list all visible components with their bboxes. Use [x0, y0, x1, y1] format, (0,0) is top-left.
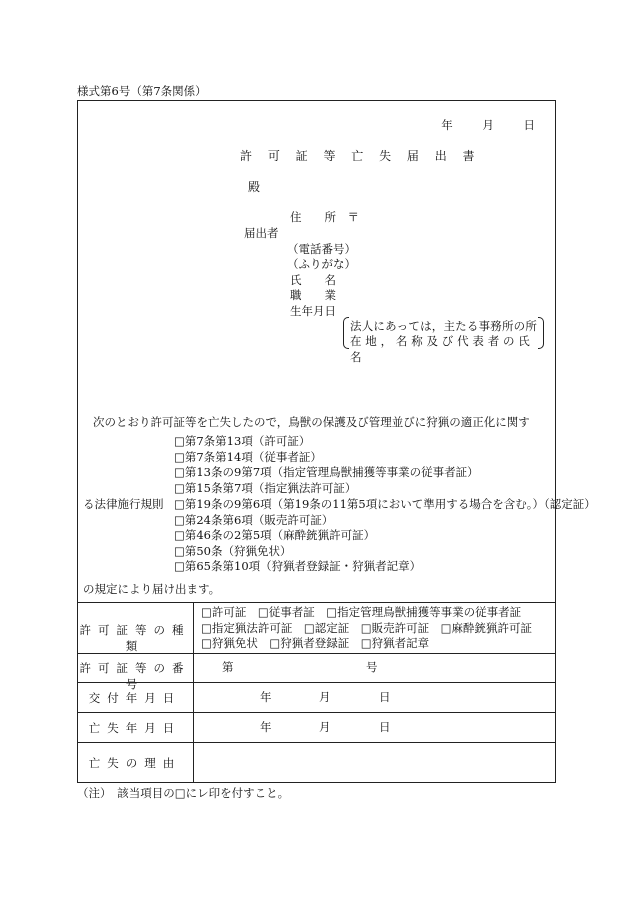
- permit-type-option[interactable]: □許可証 □従事者証 □指定管理鳥獣捕獲等事業の従事者証: [201, 605, 522, 619]
- furigana-field[interactable]: （ふりがな）: [287, 257, 356, 271]
- table-rule: [77, 712, 556, 713]
- date-month: 月: [482, 118, 494, 132]
- permit-number-label: 許可証等の番号: [79, 661, 191, 691]
- table-rule: [77, 653, 556, 654]
- closing-text: の規定により届け出ます。: [83, 582, 221, 596]
- clause-checkbox[interactable]: □第7条第14項（従事者証）: [174, 450, 322, 464]
- clause-checkbox[interactable]: □第50条（狩猟免状）: [174, 544, 292, 558]
- permit-type-label: 許可証等の種類: [79, 623, 191, 653]
- table-rule: [77, 602, 556, 603]
- clause-checkbox[interactable]: □第24条第6項（販売許可証）: [174, 513, 334, 527]
- number-prefix: 第: [222, 660, 234, 674]
- table-rule: [77, 742, 556, 743]
- corporate-note: [343, 317, 544, 364]
- issue-date-label: 交付年月日: [88, 691, 182, 705]
- number-suffix: 号: [366, 660, 378, 674]
- clause-checkbox[interactable]: □第13条の9第7項（指定管理鳥獣捕獲等事業の従事者証）: [174, 465, 479, 479]
- table-rule: [77, 682, 556, 683]
- name-field[interactable]: 氏 名: [290, 273, 336, 287]
- loss-month: 月: [319, 720, 331, 734]
- phone-field[interactable]: （電話番号）: [287, 242, 356, 256]
- clause-checkbox[interactable]: □第19条の9第6項（第19条の11第5項において準用する場合を含む。）（認定証）: [174, 497, 596, 511]
- form-number-label: 様式第6号（第7条関係）: [77, 84, 207, 98]
- intro-text: 次のとおり許可証等を亡失したので，鳥獣の保護及び管理並びに狩猟の適正化に関す: [93, 415, 530, 429]
- loss-date-label: 亡失年月日: [88, 721, 182, 735]
- birthdate-field[interactable]: 生年月日: [290, 304, 336, 318]
- addressee-honorific: 殿: [248, 180, 261, 194]
- occupation-field[interactable]: 職 業: [290, 288, 336, 302]
- loss-year: 年: [260, 720, 272, 734]
- clause-checkbox[interactable]: □第7条第13項（許可証）: [174, 434, 311, 448]
- clause-checkbox[interactable]: □第15条第7項（指定猟法許可証）: [174, 481, 357, 495]
- date-day: 日: [523, 118, 535, 132]
- clause-checkbox[interactable]: □第65条第10項（狩猟者登録証・狩猟者記章）: [174, 559, 422, 573]
- submission-date[interactable]: [441, 118, 535, 132]
- clause-checkbox[interactable]: □第46条の2第5項（麻酔銃猟許可証）: [174, 528, 376, 542]
- loss-day: 日: [379, 720, 391, 734]
- applicant-label: 届出者: [244, 226, 279, 240]
- footnote: （注） 該当項目の□にレ印を付すこと。: [77, 786, 290, 800]
- issue-month: 月: [319, 690, 331, 704]
- table-column-rule: [193, 602, 194, 783]
- form-frame: [77, 100, 596, 783]
- rules-label: る法律施行規則: [83, 497, 164, 511]
- permit-type-option[interactable]: □指定猟法許可証 □認定証 □販売許可証 □麻酔銃猟許可証: [201, 621, 532, 635]
- permit-type-option[interactable]: □狩猟免状 □狩猟者登録証 □狩猟者記章: [201, 636, 430, 650]
- left-bracket: [343, 317, 349, 349]
- issue-year: 年: [260, 690, 272, 704]
- issue-day: 日: [379, 690, 391, 704]
- right-bracket: [538, 317, 544, 349]
- corporate-note-line-2: 在地，名称及び代表者の氏名: [350, 334, 534, 364]
- loss-reason-label: 亡失の理由: [88, 756, 182, 770]
- details-table: [77, 602, 556, 783]
- address-field[interactable]: 住 所 〒: [290, 210, 359, 224]
- date-year: 年: [441, 118, 453, 132]
- document-title: 許 可 証 等 亡 失 届 出 書: [240, 149, 481, 163]
- corporate-note-line-1: 法人にあっては，主たる事務所の所: [350, 319, 538, 333]
